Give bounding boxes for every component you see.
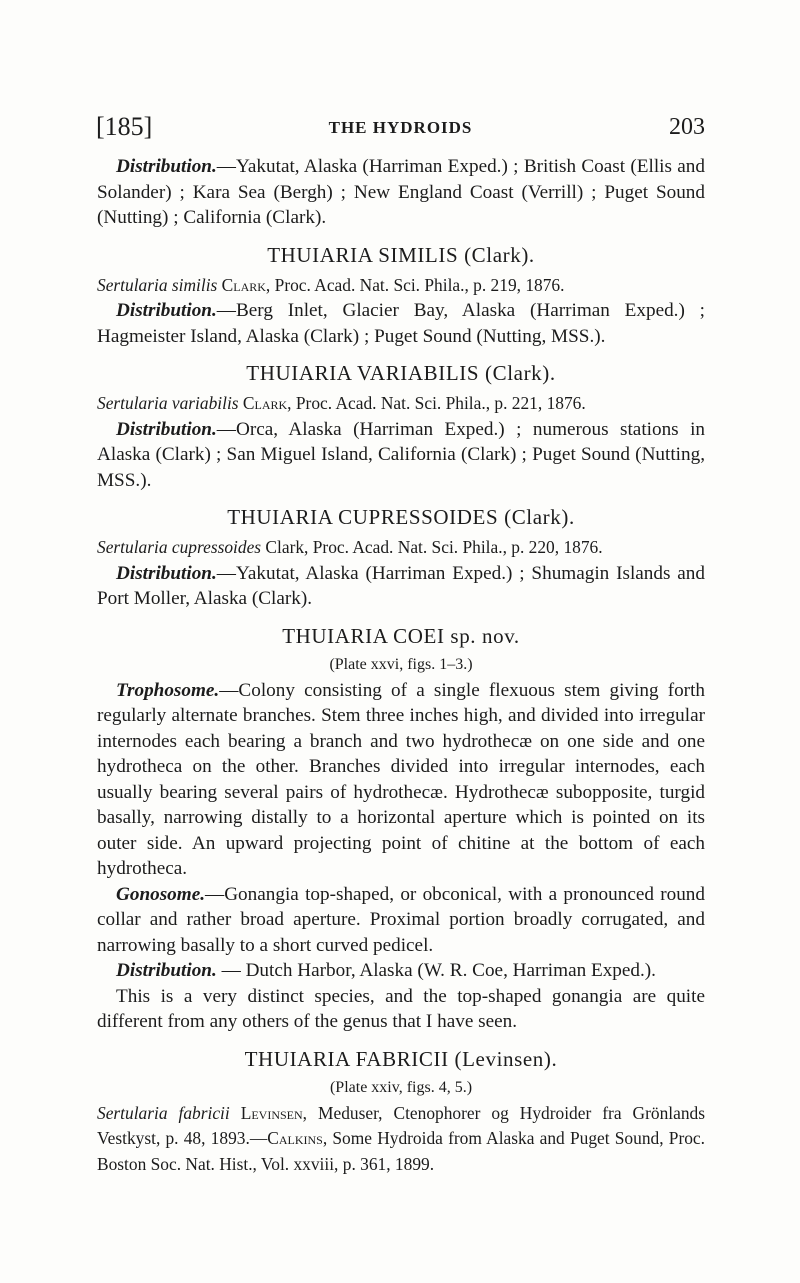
species-heading: THUIARIA FABRICII (Levinsen). [244,1046,558,1071]
page-body [97,154,705,1177]
running-title: THE HYDROIDS [328,118,473,137]
distribution-paragraph: Distribution.—Yakutat, Alaska (Harriman Exped.) ; British Coast (Ellis and Solander) ; Kara Sea (Bergh) ; New England Coast (Verrill) ; Puget Sound (Nutting) ; California (Clark). [97,156,705,228]
gonosome-paragraph: Gonosome.—Gonangia top-shaped, or obconical, with a pronounced round collar and rather broad aperture. Proximal portion broadly corrugated, and narrowing basally to a short curved pedicel. [97,883,705,956]
species-heading: THUIARIA VARIABILIS (Clark). [246,361,556,385]
running-head [96,112,705,144]
page-number: 203 [669,114,705,140]
species-heading: THUIARIA COEI sp. nov. [282,623,520,648]
distribution-paragraph: Distribution. — Dutch Harbor, Alaska (W. R. Coe, Harriman Exped.). [116,960,656,981]
distribution-paragraph: Distribution.—Berg Inlet, Glacier Bay, Alaska (Harriman Exped.) ; Hagmeister Island, Alaska (Clark) ; Puget Sound (Nutting, MSS.). [97,300,705,347]
synonymy: Sertularia variabilis Clark, Proc. Acad. Nat. Sci. Phila., p. 221, 1876. [97,393,586,413]
distribution-paragraph: Distribution.—Yakutat, Alaska (Harriman Exped.) ; Shumagin Islands and Port Moller, Alaska (Clark). [97,562,705,609]
species-heading: THUIARIA SIMILIS (Clark). [267,242,535,267]
plate-reference: (Plate xxiv, figs. 4, 5.) [329,1078,473,1096]
remark-paragraph: This is a very distinct species, and the top-shaped gonangia are quite different from any others of the genus that I have seen. [97,985,705,1032]
section-number: [185] [96,112,153,141]
synonymy: Sertularia fabricii Levinsen, Meduser, Ctenophorer og Hydroider fra Grönlands Vestkyst, p. 48, 1893.—Calkins, Some Hydroida from Alaska and Puget Sound, Proc. Boston Soc. Nat. Hist., Vol. xxviii, p. 361, 1899. [97,1102,705,1174]
synonymy: Sertularia cupressoides Clark, Proc. Acad. Nat. Sci. Phila., p. 220, 1876. [97,537,603,557]
distribution-paragraph: Distribution.—Orca, Alaska (Harriman Exped.) ; numerous stations in Alaska (Clark) ; San Miguel Island, California (Clark) ; Puget Sound (Nutting, MSS.). [97,418,705,491]
plate-reference: (Plate xxvi, figs. 1–3.) [329,655,473,673]
synonymy: Sertularia similis Clark, Proc. Acad. Nat. Sci. Phila., p. 219, 1876. [97,274,565,295]
trophosome-paragraph: Trophosome.—Colony consisting of a single flexuous stem giving forth regularly alternate branches. Stem three inches high, and divided into irregular internodes each bearing a branch and two hydrothecæ on one side and one hydrotheca on the other. Branches divided into irregular internodes, each usually bearing several pairs of hydrothecæ. Hydrothecæ subopposite, turgid basally, narrowing distally to a horizontal aperture which is pointed on its outer side. An upward projecting point of chitine at the bottom of each hydrotheca. [97,679,705,879]
species-heading: THUIARIA CUPRESSOIDES (Clark). [227,505,575,529]
